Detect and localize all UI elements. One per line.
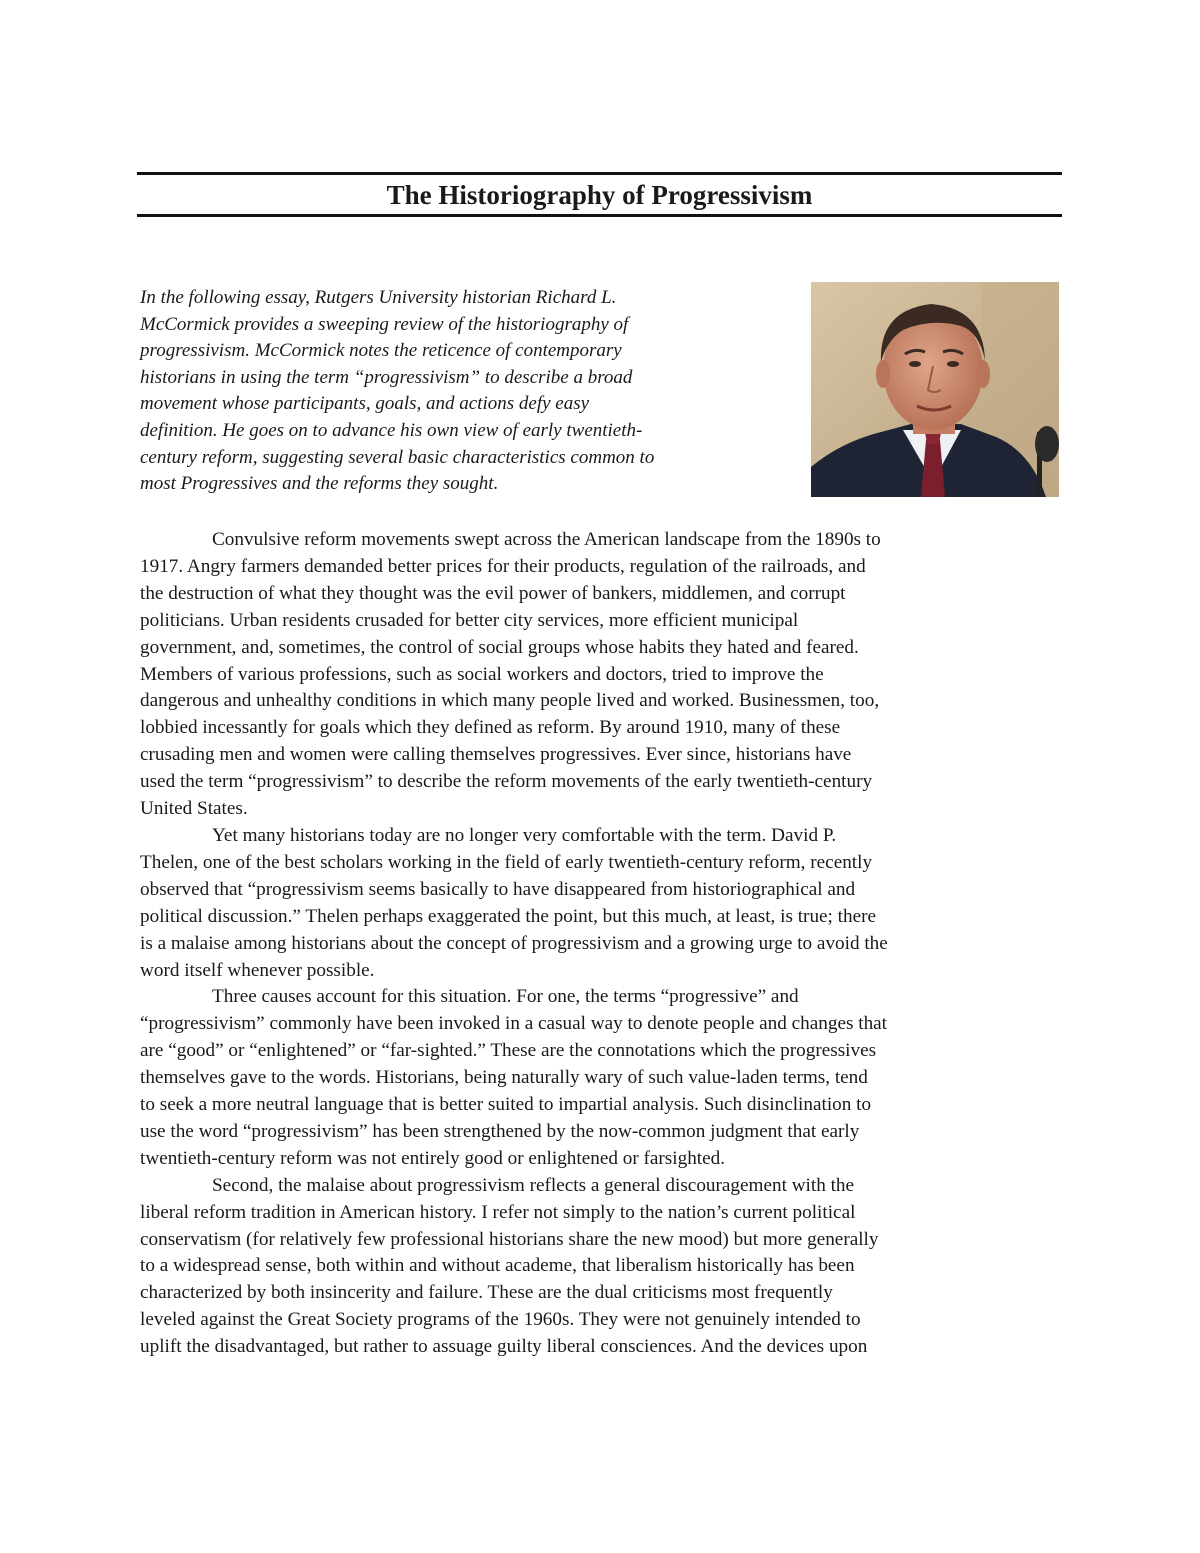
body-line: government, and, sometimes, the control of social groups whose habits they hated and feared.: [140, 636, 859, 658]
body-line: use the word “progressivism” has been strengthened by the now-common judgment that early: [140, 1120, 860, 1142]
body-line: are “good” or “enlightened” or “far-sighted.” These are the connotations which the progressives: [140, 1040, 877, 1062]
body-line: liberal reform tradition in American history. I refer not simply to the nation’s current political: [140, 1201, 856, 1223]
body-line: dangerous and unhealthy conditions in which many people lived and worked. Businessmen, too,: [140, 690, 880, 712]
body-line: United States.: [140, 798, 248, 820]
body-line: is a malaise among historians about the concept of progressivism and a growing urge to avoid the: [140, 932, 888, 954]
title-rule-bottom: [137, 214, 1062, 217]
intro-line: McCormick provides a sweeping review of the historiography of: [140, 313, 629, 335]
intro-line: movement whose participants, goals, and actions defy easy: [140, 393, 590, 415]
body-line: crusading men and women were calling themselves progressives. Ever since, historians have: [140, 744, 852, 766]
author-portrait: [811, 282, 1059, 497]
body-line: political discussion.” Thelen perhaps exaggerated the point, but this much, at least, is true; there: [140, 905, 877, 927]
body-line: characterized by both insincerity and failure. These are the dual criticisms most frequently: [140, 1282, 833, 1304]
body-line: observed that “progressivism seems basically to have disappeared from historiographical and: [140, 878, 856, 900]
body-line: to a widespread sense, both within and without academe, that liberalism historically has been: [140, 1255, 855, 1277]
body-text: [140, 527, 1065, 1361]
intro-line: historians in using the term “progressivism” to describe a broad: [140, 366, 633, 388]
page-title: The Historiography of Progressivism: [386, 180, 813, 210]
intro-line: century reform, suggesting several basic characteristics common to: [140, 446, 655, 468]
body-line: twentieth-century reform was not entirely good or enlightened or farsighted.: [140, 1147, 726, 1169]
body-line: themselves gave to the words. Historians, being naturally wary of such value-laden terms, tend: [140, 1067, 868, 1089]
portrait-illustration: [811, 282, 1059, 497]
body-line: Members of various professions, such as social workers and doctors, tried to improve the: [140, 663, 824, 685]
body-line: word itself whenever possible.: [140, 959, 375, 981]
body-line: Thelen, one of the best scholars working in the field of early twentieth-century reform, recently: [140, 851, 873, 873]
body-line: uplift the disadvantaged, but rather to assuage guilty liberal consciences. And the devices upon: [140, 1336, 868, 1358]
title-block: [137, 172, 1062, 217]
body-line: Yet many historians today are no longer very comfortable with the term. David P.: [212, 824, 837, 846]
intro-line: progressivism. McCormick notes the reticence of contemporary: [140, 340, 622, 362]
body-line: 1917. Angry farmers demanded better prices for their products, regulation of the railroads, and: [140, 555, 866, 577]
body-line: lobbied incessantly for goals which they defined as reform. By around 1910, many of these: [140, 717, 841, 739]
body-line: Three causes account for this situation. For one, the terms “progressive” and: [212, 986, 799, 1008]
body-line: Second, the malaise about progressivism reflects a general discouragement with the: [212, 1174, 855, 1196]
body-line: “progressivism” commonly have been invoked in a casual way to denote people and changes that: [140, 1013, 888, 1035]
intro-line: definition. He goes on to advance his own view of early twentieth-: [140, 419, 643, 441]
body-line: conservatism (for relatively few professional historians share the new mood) but more generally: [140, 1228, 879, 1250]
intro-line: In the following essay, Rutgers University historian Richard L.: [140, 287, 617, 308]
body-line: politicians. Urban residents crusaded for better city services, more efficient municipal: [140, 609, 799, 631]
body-line: leveled against the Great Society programs of the 1960s. They were not genuinely intended to: [140, 1309, 861, 1331]
intro-paragraph: [140, 285, 790, 498]
body-line: used the term “progressivism” to describe the reform movements of the early twentieth-century: [140, 771, 873, 793]
intro-line: most Progressives and the reforms they sought.: [140, 473, 499, 495]
body-line: the destruction of what they thought was the evil power of bankers, middlemen, and corrupt: [140, 582, 846, 604]
body-line: Convulsive reform movements swept across the American landscape from the 1890s to: [212, 529, 881, 550]
body-line: to seek a more neutral language that is better suited to impartial analysis. Such disinclination to: [140, 1094, 872, 1116]
